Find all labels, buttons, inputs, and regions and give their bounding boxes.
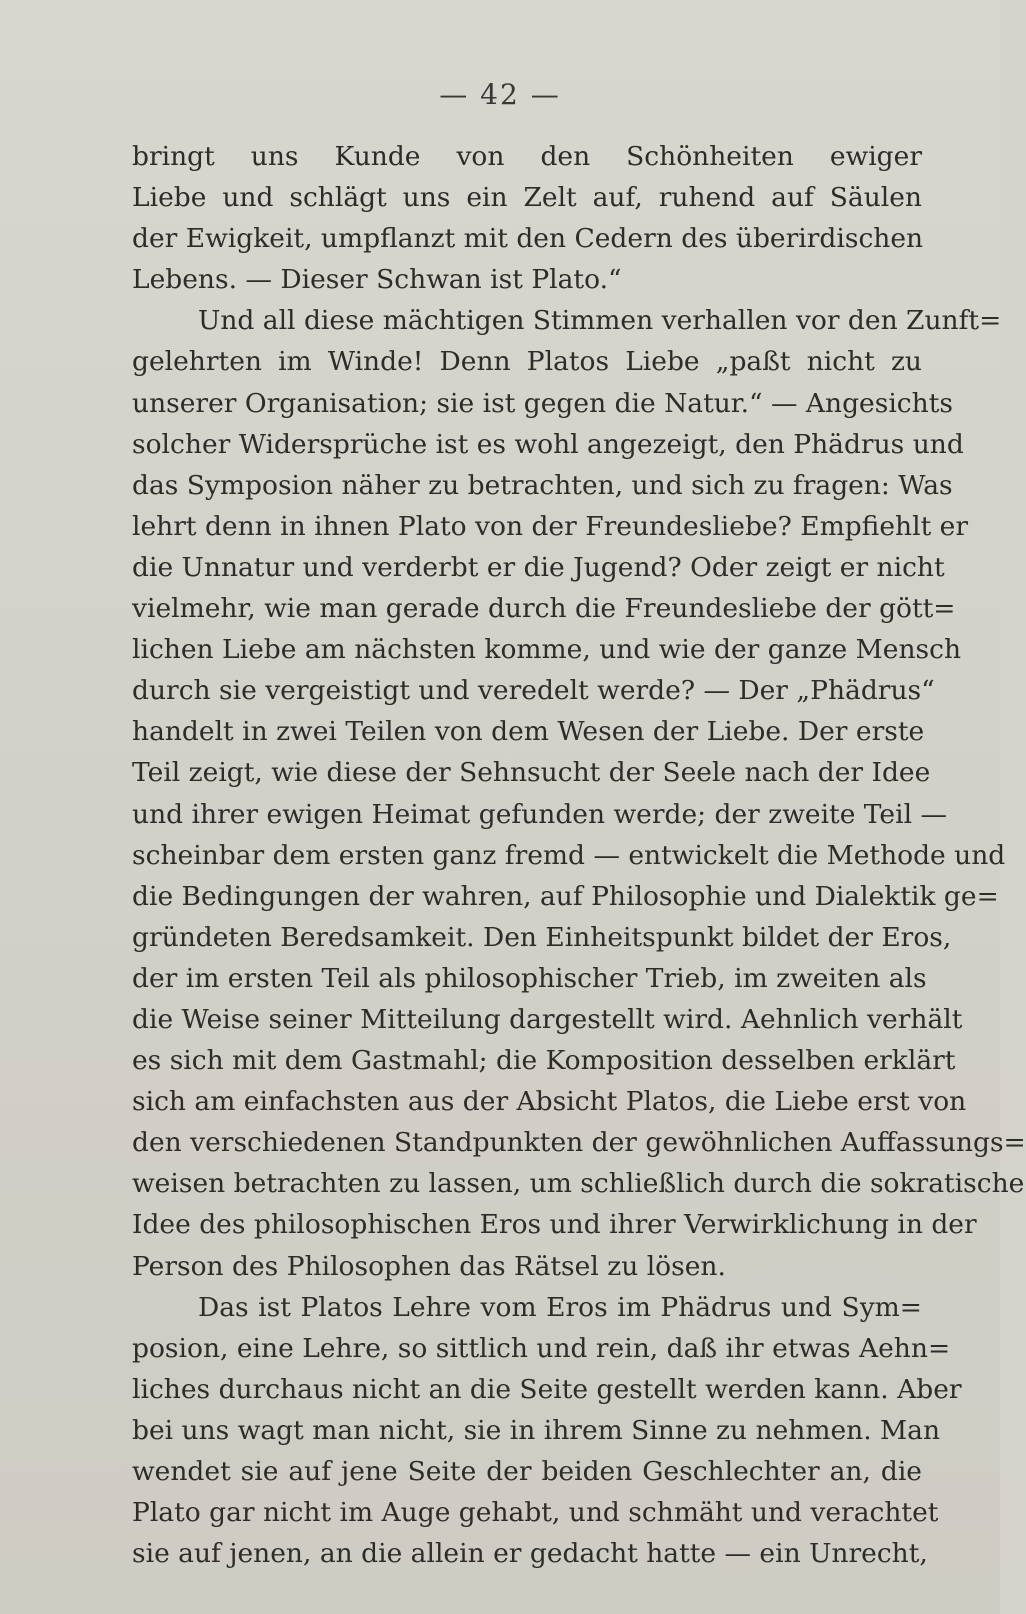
text-line: Idee des philosophischen Eros und ihrer Verwirklichung in der [132,1209,977,1241]
text-line: sie auf jenen, an die allein er gedacht hatte — ein Unrecht, [132,1538,928,1570]
text-line: den verschiedenen Standpunkten der gewöhnlichen Auffassungs= [132,1127,1026,1159]
text-line: Teil zeigt, wie diese der Sehnsucht der Seele nach der Idee [132,757,931,789]
body-text [132,136,1026,1574]
text-line: unserer Organisation; sie ist gegen die Natur.“ — Angesichts [132,387,953,419]
text-line: Person des Philosophen das Rätsel zu lösen. [132,1250,726,1282]
text-line: und ihrer ewigen Heimat gefunden werde; der zweite Teil — [132,798,947,830]
text-line: die Bedingungen der wahren, auf Philosophie und Dialektik ge= [132,880,999,912]
text-line: gründeten Beredsamkeit. Den Einheitspunkt bildet der Eros, [132,921,952,953]
text-line: Lebens. — Dieser Schwan ist Plato.“ [132,264,622,296]
text-line: wendet sie auf jene Seite der beiden Geschlechter an, die [132,1456,922,1487]
text-line: die Unnatur und verderbt er die Jugend? Oder zeigt er nicht [132,551,945,583]
text-line: Liebe und schlägt uns ein Zelt auf, ruhend auf Säulen [132,182,922,214]
page-number: — 42 — [439,78,561,111]
text-line: vielmehr, wie man gerade durch die Freundesliebe der gött= [132,593,956,625]
text-line: liches durchaus nicht an die Seite gestellt werden kann. Aber [132,1373,962,1405]
text-line: der Ewigkeit, umpflanzt mit den Cedern des überirdischen [132,223,924,255]
text-line: Plato gar nicht im Auge gehabt, und schmäht und verachtet [132,1497,939,1529]
text-line: scheinbar dem ersten ganz fremd — entwickelt die Methode und [132,839,1006,871]
text-line: posion, eine Lehre, so sittlich und rein, daß ihr etwas Aehn= [132,1332,951,1364]
text-line: das Symposion näher zu betrachten, und sich zu fragen: Was [132,469,953,501]
text-line: der im ersten Teil als philosophischer Trieb, im zweiten als [132,962,927,994]
text-line: durch sie vergeistigt und veredelt werde? — Der „Phädrus“ [132,675,935,707]
text-line: lehrt denn in ihnen Plato von der Freundesliebe? Empfiehlt er [132,510,968,542]
text-line: es sich mit dem Gastmahl; die Komposition desselben erklärt [132,1045,956,1077]
paragraph-first-line: Das ist Platos Lehre vom Eros im Phädrus und Sym= [198,1291,922,1323]
paragraph-first-line: Und all diese mächtigen Stimmen verhallen vor den Zunft= [198,305,1002,337]
text-line: handelt in zwei Teilen von dem Wesen der Liebe. Der erste [132,716,925,748]
text-line: gelehrten im Winde! Denn Platos Liebe „paßt nicht zu [132,346,922,378]
text-line: sich am einfachsten aus der Absicht Platos, die Liebe erst von [132,1086,967,1118]
text-line: weisen betrachten zu lassen, um schließlich durch die sokratische [132,1168,1025,1200]
text-line: bei uns wagt man nicht, sie in ihrem Sinne zu nehmen. Man [132,1414,941,1446]
text-line: die Weise seiner Mitteilung dargestellt wird. Aehnlich verhält [132,1003,963,1035]
text-line: lichen Liebe am nächsten komme, und wie der ganze Mensch [132,634,962,666]
text-line: solcher Widersprüche ist es wohl angezeigt, den Phädrus und [132,428,964,460]
text-line: bringt uns Kunde von den Schönheiten ewiger [132,141,922,172]
